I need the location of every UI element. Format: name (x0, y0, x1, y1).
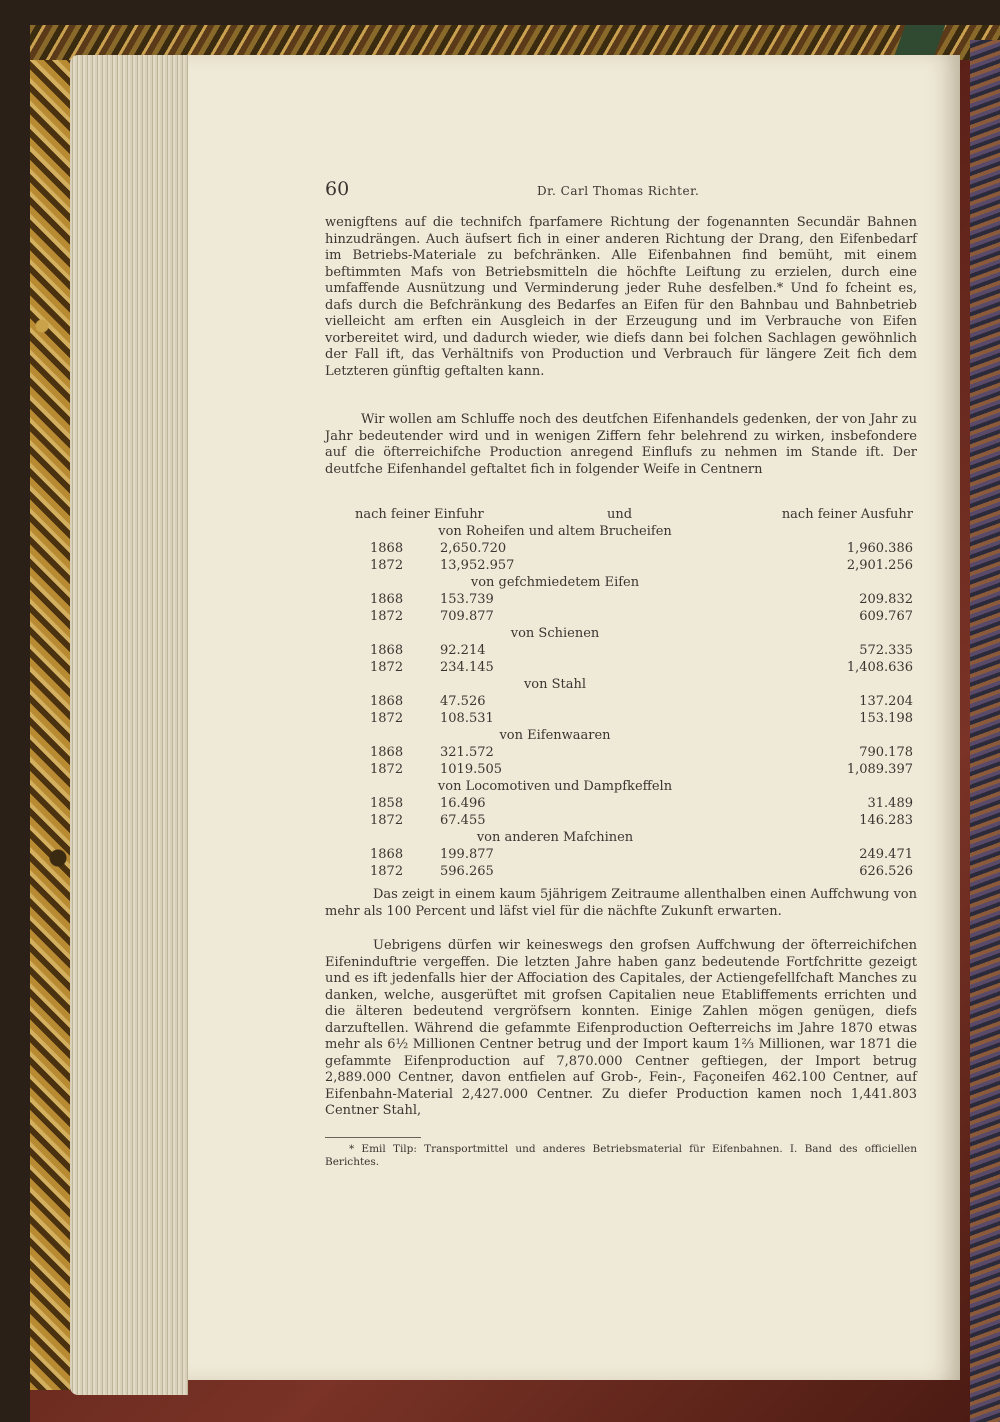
import-cell: 13,952.957 (440, 558, 515, 573)
import-cell: 16.496 (440, 796, 486, 811)
page-edges (70, 55, 188, 1395)
export-cell: 2,901.256 (846, 558, 913, 573)
export-cell: 572.335 (859, 643, 913, 658)
marbled-board-right (970, 40, 1000, 1422)
book-page (188, 55, 960, 1380)
export-cell: 790.178 (859, 745, 913, 760)
export-cell: 209.832 (859, 592, 913, 607)
col-und-header: und (607, 507, 633, 522)
table-row (325, 813, 917, 830)
import-cell: 108.531 (440, 711, 494, 726)
year-cell: 1858 (370, 796, 404, 811)
col-export-header: nach feiner Ausfuhr (781, 507, 913, 522)
import-cell: 67.455 (440, 813, 486, 828)
year-cell: 1872 (370, 558, 404, 573)
import-cell: 153.739 (440, 592, 494, 607)
year-cell: 1868 (370, 643, 404, 658)
table-row (325, 745, 917, 762)
year-cell: 1872 (370, 609, 404, 624)
export-cell: 1,408.636 (846, 660, 913, 675)
footnote-rule (325, 1137, 421, 1138)
table-row (325, 558, 917, 575)
table-header (325, 507, 917, 524)
export-cell: 153.198 (859, 711, 913, 726)
table-row (325, 796, 917, 813)
running-title: Dr. Carl Thomas Richter. (537, 184, 700, 198)
section-title-text: von Roheifen und altem Brucheifen (438, 524, 672, 539)
paragraph-1: wenigftens auf die technifch fparfamere Richtung der fogenannten Secundär Bahnen hinzudrängen. Auch äufsert fich in einer anderen Richtung der Drang, den Eifenbedarf im Betriebs-Materiale zu befchränken. Alle Eifenbahnen find bemüht, mit einem beftimmten Mafs von Betriebsmitteln die höchfte Leiftung zu erzielen, durch eine umfaffende Ausnützung und Verminderung jeder Ruhe desfelben.* Und fo fcheint es, dafs durch die Befchränkung des Bedarfes an Eifen für den Bahnbau und Bahnbetrieb vielleicht am erften ein Ausgleich in der Erzeugung und im Verbrauche von Eifen vorbereitet wird, und dadurch wieder, wie diefs dann bei folchen Sachlagen gewöhnlich der Fall ift, das Verhältnifs von Production und Verbrauch für längere Zeit fich dem Letzteren günftig geftalten kann. (325, 215, 917, 379)
export-cell: 249.471 (859, 847, 913, 862)
section-title-text: von Locomotiven und Dampfkeffeln (437, 779, 673, 794)
year-cell: 1868 (370, 541, 404, 556)
table-sections (325, 524, 917, 881)
year-cell: 1872 (370, 711, 404, 726)
import-cell: 234.145 (440, 660, 494, 675)
import-cell: 321.572 (440, 745, 494, 760)
section-title (325, 524, 917, 541)
year-cell: 1868 (370, 745, 404, 760)
section-title (325, 626, 917, 643)
export-cell: 31.489 (867, 796, 913, 811)
table-row (325, 847, 917, 864)
export-cell: 1,960.386 (846, 541, 913, 556)
import-cell: 199.877 (440, 847, 494, 862)
section-title-text: von gefchmiedetem Eifen (470, 575, 640, 590)
section-title-text: von Stahl (523, 677, 587, 692)
paragraph-2: Wir wollen am Schluffe noch des deutfchen Eifenhandels gedenken, der von Jahr zu Jahr bedeutender wird und in wenigen Ziffern fehr belehrend zu wirken, insbefondere auf die öfterreichifche Production anregend Einflufs zu nehmen im Stande ift. Der deutfche Eifenhandel geftaltet fich in folgender Weife in Centnern (325, 412, 917, 477)
section-title (325, 575, 917, 592)
section-title-text: von anderen Mafchinen (476, 830, 634, 845)
export-cell: 146.283 (859, 813, 913, 828)
import-cell: 596.265 (440, 864, 494, 879)
import-cell: 1019.505 (440, 762, 503, 777)
section-title (325, 728, 917, 745)
export-cell: 609.767 (859, 609, 913, 624)
table-row (325, 864, 917, 881)
paragraph-3: Das zeigt in einem kaum 5jährigem Zeitraume allenthalben einen Auffchwung von mehr als 100 Percent und läfst viel für die nächfte Zukunft erwarten. (325, 887, 917, 919)
section-title (325, 779, 917, 796)
section-title-text: von Eifenwaaren (499, 728, 611, 743)
year-cell: 1872 (370, 864, 404, 879)
year-cell: 1872 (370, 660, 404, 675)
marbled-board-left (30, 60, 70, 1390)
table-row (325, 762, 917, 779)
year-cell: 1872 (370, 813, 404, 828)
col-import-header: nach feiner Einfuhr (355, 507, 484, 522)
section-title-text: von Schienen (510, 626, 600, 641)
table-row (325, 592, 917, 609)
year-cell: 1872 (370, 762, 404, 777)
year-cell: 1868 (370, 592, 404, 607)
page-number: 60 (325, 178, 350, 200)
import-cell: 92.214 (440, 643, 486, 658)
year-cell: 1868 (370, 694, 404, 709)
footnote: * Emil Tilp: Transportmittel und anderes Betriebsmaterial für Eifenbahnen. I. Band des officiellen Berichtes. (325, 1143, 917, 1168)
iron-trade-table (325, 507, 917, 881)
table-row (325, 643, 917, 660)
running-header (325, 178, 917, 202)
export-cell: 137.204 (859, 694, 913, 709)
import-cell: 709.877 (440, 609, 494, 624)
table-row (325, 660, 917, 677)
export-cell: 626.526 (859, 864, 913, 879)
year-cell: 1868 (370, 847, 404, 862)
section-title (325, 677, 917, 694)
export-cell: 1,089.397 (846, 762, 913, 777)
table-row (325, 694, 917, 711)
import-cell: 47.526 (440, 694, 486, 709)
paragraph-4: Uebrigens dürfen wir keineswegs den grofsen Auffchwung der öfterreichifchen Eifeninduftrie vergeffen. Die letzten Jahre haben ganz bedeutende Fortfchritte gezeigt und es ift jedenfalls hier der Affociation des Capitales, der Actiengefellfchaft Manches zu danken, welche, ausgerüftet mit grofsen Capitalien neue Etabliffements errichten und die älteren bedeutend vergröfsern konnten. Einige Zahlen mögen genügen, diefs darzuftellen. Während die gefammte Eifenproduction Oefterreichs im Jahre 1870 etwas mehr als 6½ Millionen Centner betrug und der Import kaum 1⅔ Millionen, war 1871 die gefammte Eifenproduction auf 7,870.000 Centner geftiegen, der Import betrug 2,889.000 Centner, davon entfielen auf Grob-, Fein-, Façoneifen 462.100 Centner, auf Eifenbahn-Material 2,427.000 Centner. Zu diefer Production kamen noch 1,441.803 Centner Stahl, (325, 938, 917, 1118)
table-row (325, 609, 917, 626)
table-row (325, 711, 917, 728)
table-row (325, 541, 917, 558)
section-title (325, 830, 917, 847)
import-cell: 2,650.720 (440, 541, 507, 556)
